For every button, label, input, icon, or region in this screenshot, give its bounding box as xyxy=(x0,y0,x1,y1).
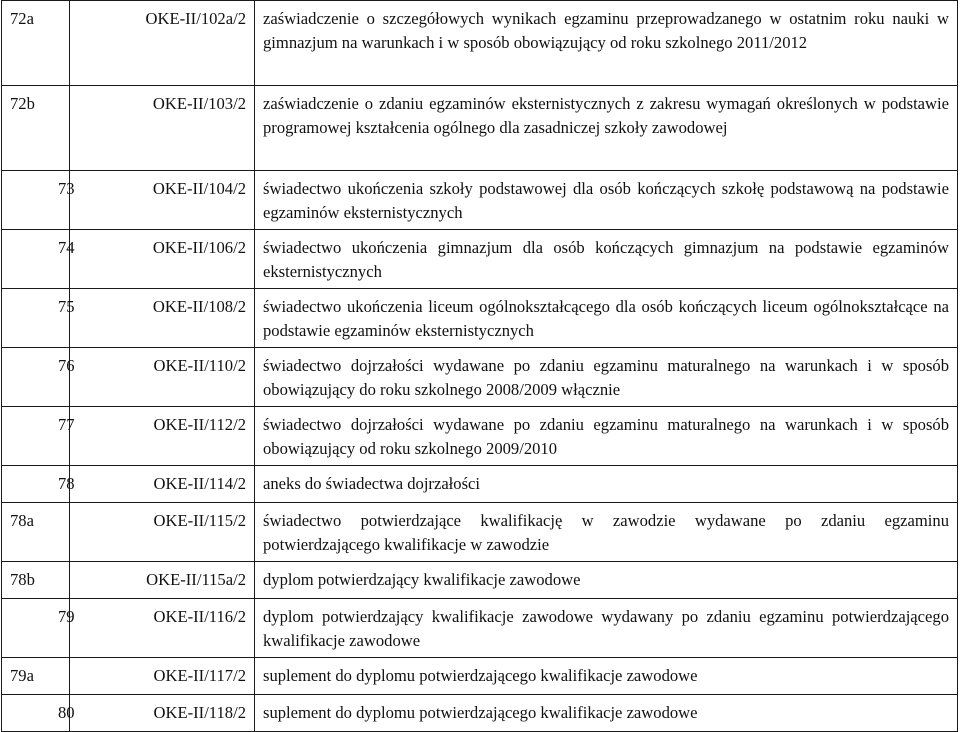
document-code: OKE-II/103/2 xyxy=(70,86,255,171)
document-table xyxy=(1,0,958,732)
table-row xyxy=(2,1,958,86)
document-code: OKE-II/102a/2 xyxy=(70,1,255,86)
document-code: OKE-II/106/2 xyxy=(70,230,255,289)
document-description: dyplom potwierdzający kwalifikacje zawodowe xyxy=(255,562,958,599)
row-number: 78 xyxy=(2,466,70,503)
document-code: OKE-II/114/2 xyxy=(70,466,255,503)
document-code: OKE-II/112/2 xyxy=(70,407,255,466)
document-description: suplement do dyplomu potwierdzającego kwalifikacje zawodowe xyxy=(255,695,958,732)
row-number: 78b xyxy=(2,562,70,599)
row-number: 79a xyxy=(2,658,70,695)
row-number: 80 xyxy=(2,695,70,732)
document-description: świadectwo potwierdzające kwalifikację w zawodzie wydawane po zdaniu egzaminu potwierdzającego kwalifikacje w zawodzie xyxy=(255,503,958,562)
table-row xyxy=(2,503,958,562)
document-code: OKE-II/117/2 xyxy=(70,658,255,695)
document-description: aneks do świadectwa dojrzałości xyxy=(255,466,958,503)
row-number: 77 xyxy=(2,407,70,466)
row-number: 72b xyxy=(2,86,70,171)
document-code: OKE-II/118/2 xyxy=(70,695,255,732)
row-number: 72a xyxy=(2,1,70,86)
document-description: świadectwo dojrzałości wydawane po zdaniu egzaminu maturalnego na warunkach i w sposób obowiązujący do roku szkolnego 2008/2009 włącznie xyxy=(255,348,958,407)
table-row xyxy=(2,230,958,289)
table-row xyxy=(2,289,958,348)
row-number: 78a xyxy=(2,503,70,562)
document-description: świadectwo dojrzałości wydawane po zdaniu egzaminu maturalnego na warunkach i w sposób obowiązujący od roku szkolnego 2009/2010 xyxy=(255,407,958,466)
document-description: świadectwo ukończenia liceum ogólnokształcącego dla osób kończących liceum ogólnokształcące na podstawie egzaminów eksternistycznych xyxy=(255,289,958,348)
document-description: świadectwo ukończenia szkoły podstawowej dla osób kończących szkołę podstawową na podstawie egzaminów eksternistycznych xyxy=(255,171,958,230)
table-row xyxy=(2,86,958,171)
table-row xyxy=(2,599,958,658)
document-description: suplement do dyplomu potwierdzającego kwalifikacje zawodowe xyxy=(255,658,958,695)
row-number: 76 xyxy=(2,348,70,407)
document-code: OKE-II/116/2 xyxy=(70,599,255,658)
document-code: OKE-II/108/2 xyxy=(70,289,255,348)
document-description: świadectwo ukończenia gimnazjum dla osób kończących gimnazjum na podstawie egzaminów eksternistycznych xyxy=(255,230,958,289)
document-description: zaświadczenie o zdaniu egzaminów eksternistycznych z zakresu wymagań określonych w podstawie programowej kształcenia ogólnego dla zasadniczej szkoły zawodowej xyxy=(255,86,958,171)
table-row xyxy=(2,348,958,407)
table-row xyxy=(2,562,958,599)
document-code: OKE-II/110/2 xyxy=(70,348,255,407)
document-code: OKE-II/115a/2 xyxy=(70,562,255,599)
document-description: zaświadczenie o szczegółowych wynikach egzaminu przeprowadzanego w ostatnim roku nauki w gimnazjum na warunkach i w sposób obowiązujący od roku szkolnego 2011/2012 xyxy=(255,1,958,86)
document-code: OKE-II/104/2 xyxy=(70,171,255,230)
table-row xyxy=(2,695,958,732)
table-row xyxy=(2,171,958,230)
row-number: 73 xyxy=(2,171,70,230)
document-description: dyplom potwierdzający kwalifikacje zawodowe wydawany po zdaniu egzaminu potwierdzającego kwalifikacje zawodowe xyxy=(255,599,958,658)
table-row xyxy=(2,658,958,695)
row-number: 75 xyxy=(2,289,70,348)
row-number: 79 xyxy=(2,599,70,658)
document-code: OKE-II/115/2 xyxy=(70,503,255,562)
row-number: 74 xyxy=(2,230,70,289)
table-row xyxy=(2,407,958,466)
table-row xyxy=(2,466,958,503)
